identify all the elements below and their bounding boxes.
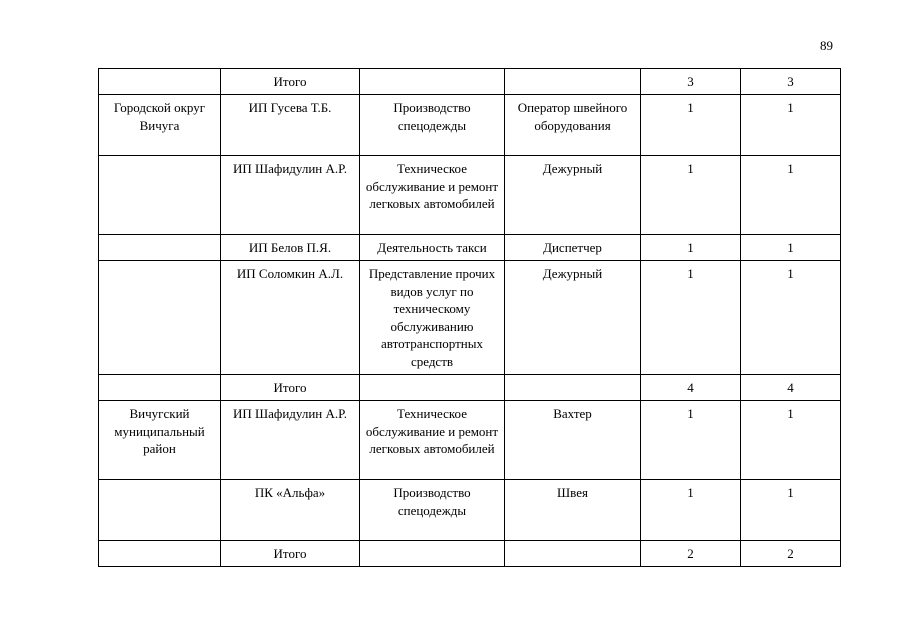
position-cell: Дежурный bbox=[505, 261, 641, 375]
position-cell: Вахтер bbox=[505, 401, 641, 480]
region-cell: Городской округ Вичуга bbox=[99, 95, 221, 156]
position-cell bbox=[505, 375, 641, 401]
table-row bbox=[99, 69, 841, 95]
region-cell-empty bbox=[99, 480, 221, 541]
activity-cell: Производство спецодежды bbox=[360, 95, 505, 156]
count-cell-a: 3 bbox=[641, 69, 741, 95]
count-cell-b: 4 bbox=[741, 375, 841, 401]
count-cell-a: 2 bbox=[641, 541, 741, 567]
region-cell-empty bbox=[99, 156, 221, 235]
table-row bbox=[99, 156, 841, 235]
table-row bbox=[99, 480, 841, 541]
activity-cell bbox=[360, 375, 505, 401]
count-cell-b: 2 bbox=[741, 541, 841, 567]
count-cell-a: 1 bbox=[641, 261, 741, 375]
activity-cell: Техническое обслуживание и ремонт легковых автомобилей bbox=[360, 156, 505, 235]
region-cell: Вичугский муниципальный район bbox=[99, 401, 221, 480]
activity-cell bbox=[360, 541, 505, 567]
count-cell-a: 1 bbox=[641, 95, 741, 156]
count-cell-a: 1 bbox=[641, 401, 741, 480]
position-cell: Диспетчер bbox=[505, 235, 641, 261]
table-row bbox=[99, 261, 841, 375]
count-cell-b: 1 bbox=[741, 235, 841, 261]
position-cell: Оператор швейного оборудования bbox=[505, 95, 641, 156]
count-cell-a: 1 bbox=[641, 235, 741, 261]
table-row bbox=[99, 235, 841, 261]
count-cell-a: 4 bbox=[641, 375, 741, 401]
org-cell: ПК «Альфа» bbox=[221, 480, 360, 541]
region-cell-empty bbox=[99, 375, 221, 401]
org-cell: Итого bbox=[221, 541, 360, 567]
org-cell: ИП Соломкин А.Л. bbox=[221, 261, 360, 375]
org-cell: ИП Шафидулин А.Р. bbox=[221, 401, 360, 480]
org-cell: ИП Белов П.Я. bbox=[221, 235, 360, 261]
org-cell: Итого bbox=[221, 69, 360, 95]
region-cell-empty bbox=[99, 261, 221, 375]
org-cell: ИП Гусева Т.Б. bbox=[221, 95, 360, 156]
org-cell: Итого bbox=[221, 375, 360, 401]
table-row bbox=[99, 541, 841, 567]
count-cell-b: 1 bbox=[741, 401, 841, 480]
activity-cell: Деятельность такси bbox=[360, 235, 505, 261]
activity-cell: Техническое обслуживание и ремонт легковых автомобилей bbox=[360, 401, 505, 480]
activity-cell: Производство спецодежды bbox=[360, 480, 505, 541]
page-number: 89 bbox=[820, 38, 833, 53]
count-cell-b: 1 bbox=[741, 480, 841, 541]
position-cell bbox=[505, 541, 641, 567]
table-row bbox=[99, 401, 841, 480]
table-row bbox=[99, 95, 841, 156]
position-cell bbox=[505, 69, 641, 95]
employment-table bbox=[98, 68, 841, 567]
org-cell: ИП Шафидулин А.Р. bbox=[221, 156, 360, 235]
position-cell: Швея bbox=[505, 480, 641, 541]
count-cell-b: 1 bbox=[741, 156, 841, 235]
count-cell-b: 3 bbox=[741, 69, 841, 95]
count-cell-b: 1 bbox=[741, 261, 841, 375]
region-cell bbox=[99, 69, 221, 95]
activity-cell bbox=[360, 69, 505, 95]
position-cell: Дежурный bbox=[505, 156, 641, 235]
count-cell-b: 1 bbox=[741, 95, 841, 156]
count-cell-a: 1 bbox=[641, 480, 741, 541]
table-row bbox=[99, 375, 841, 401]
region-cell-empty bbox=[99, 541, 221, 567]
count-cell-a: 1 bbox=[641, 156, 741, 235]
activity-cell: Представление прочих видов услуг по техническому обслуживанию автотранспортных средств bbox=[360, 261, 505, 375]
region-cell-empty bbox=[99, 235, 221, 261]
